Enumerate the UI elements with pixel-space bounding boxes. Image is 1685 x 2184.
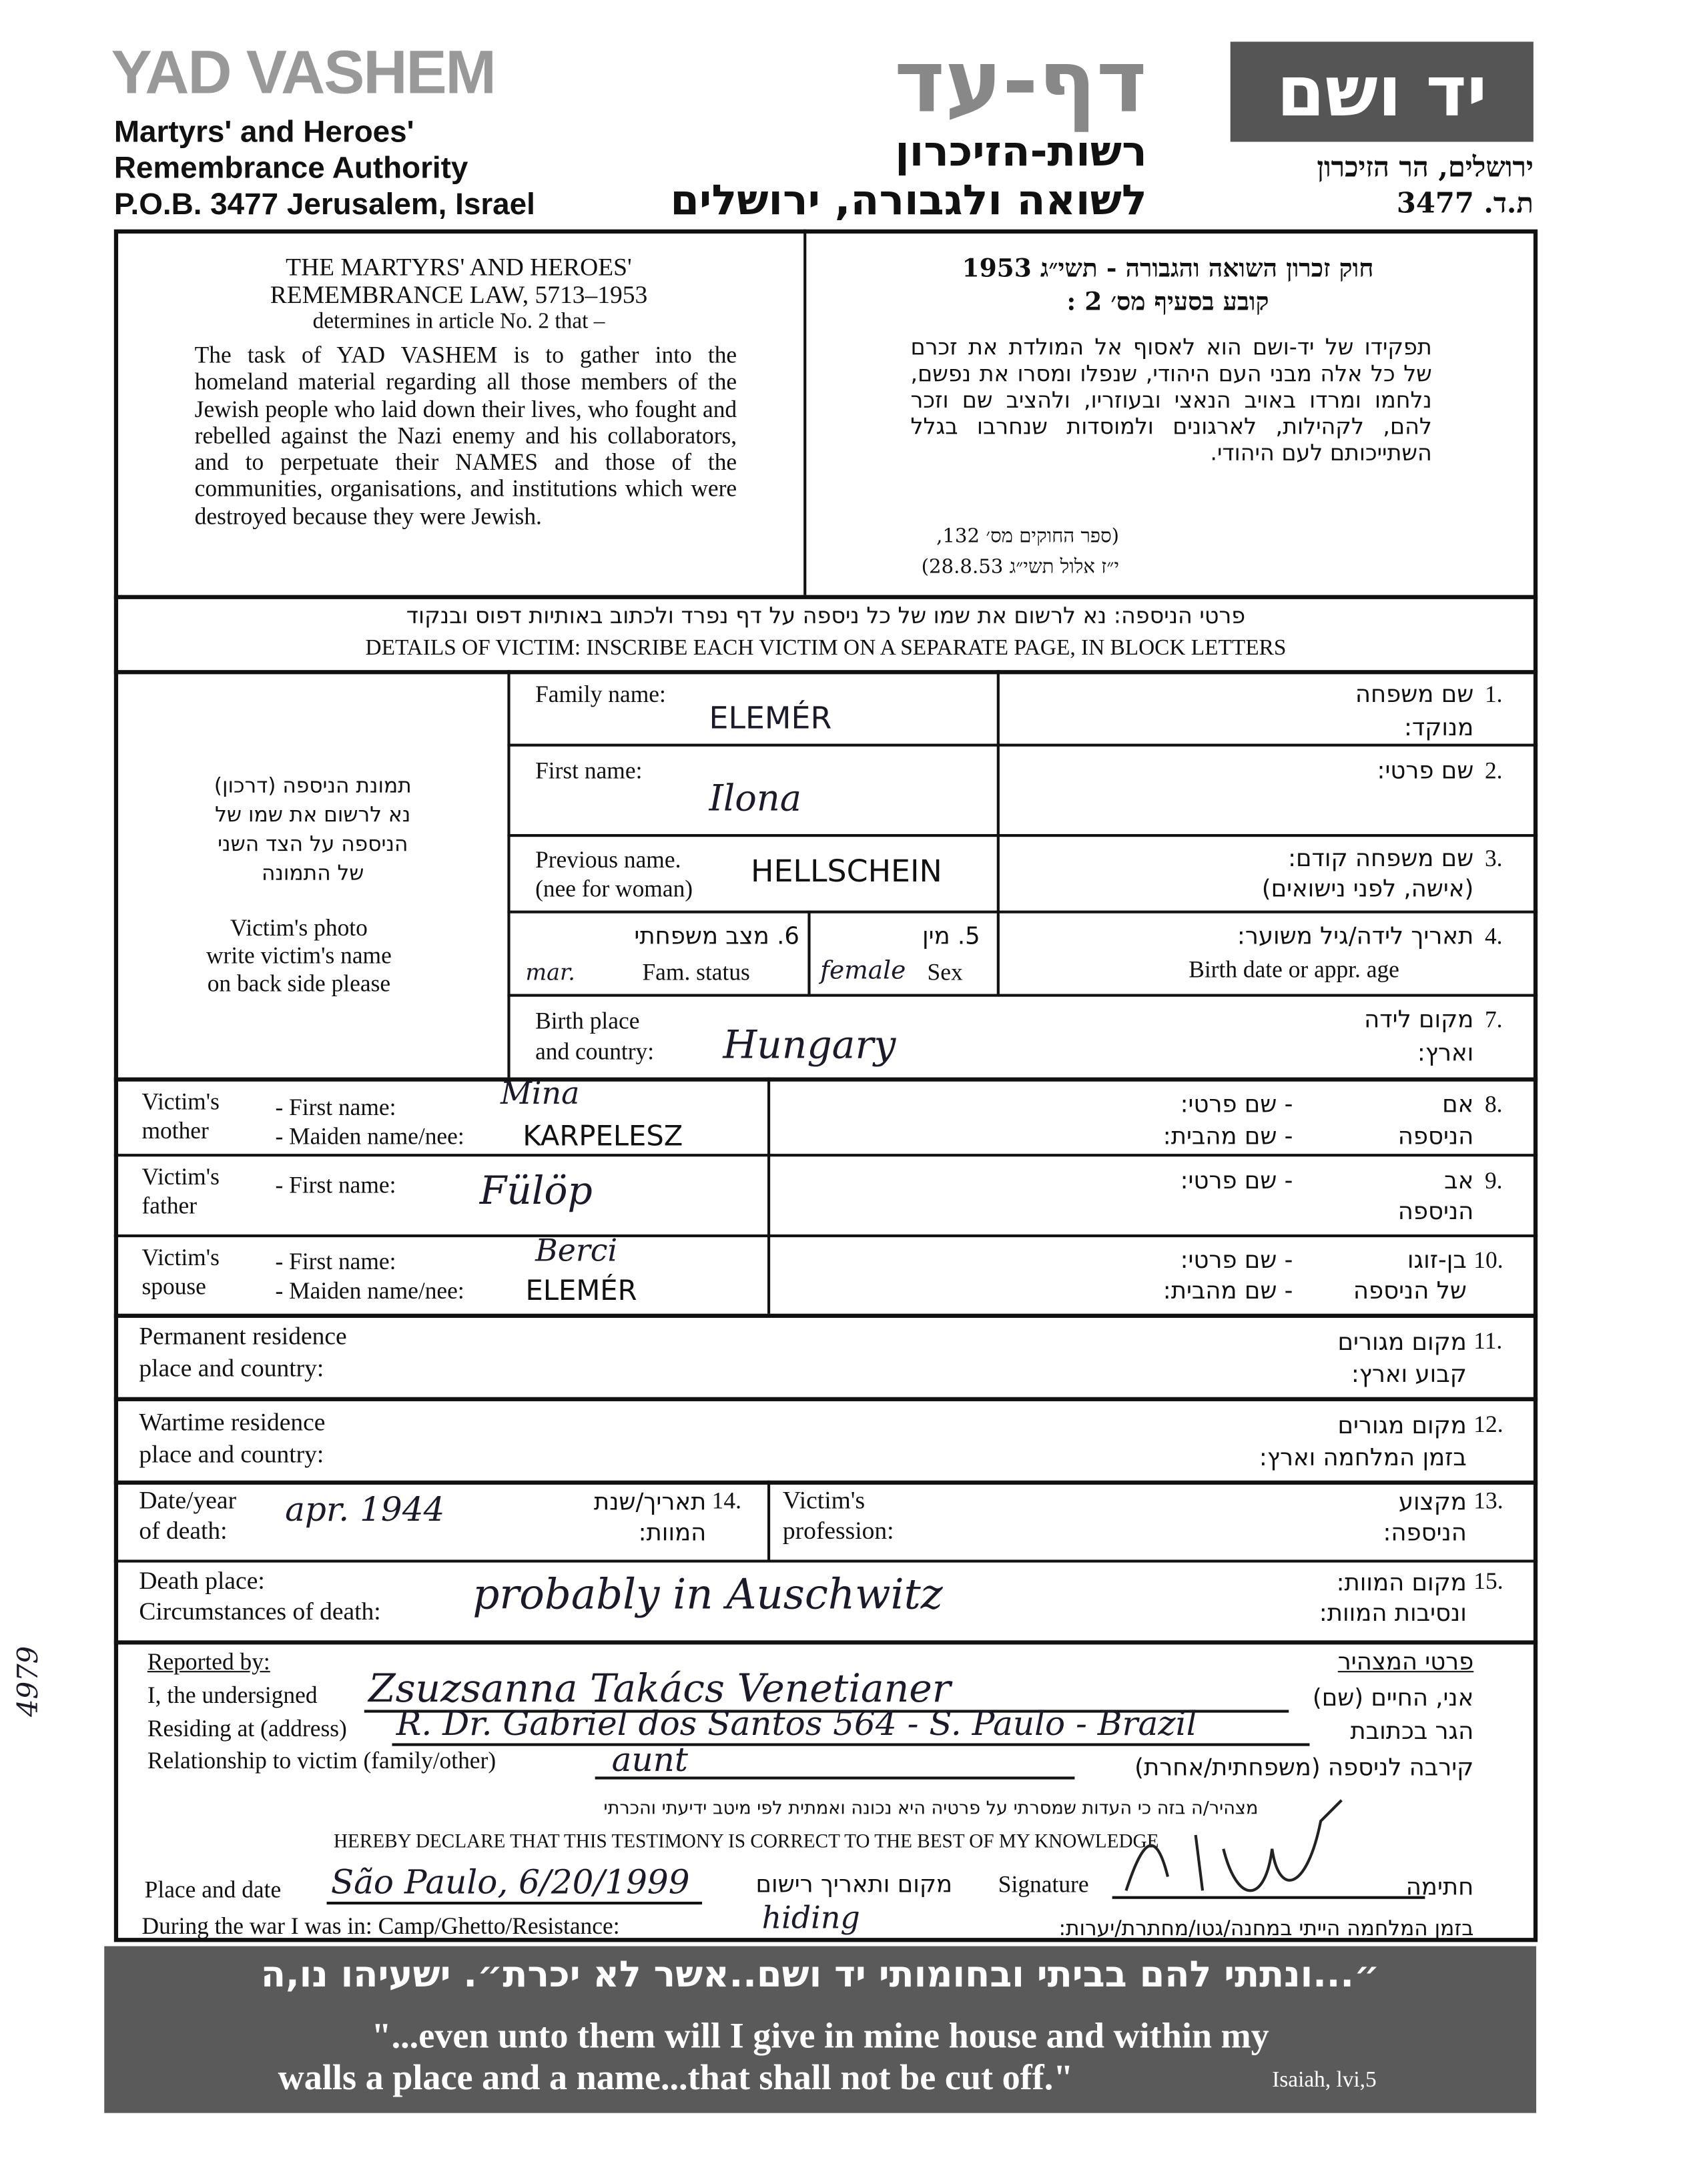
label-line: המוות: bbox=[638, 1519, 707, 1547]
spouse-first-label: - First name: bbox=[275, 1248, 396, 1275]
wartime-residence-he bbox=[1182, 1411, 1467, 1475]
photo-en-line: Victim's photo bbox=[230, 914, 368, 942]
label-line: Birth place bbox=[535, 1008, 640, 1034]
father-he: אב bbox=[1444, 1167, 1474, 1196]
reported-by-he: פרטי המצהיר bbox=[1337, 1648, 1474, 1677]
reporter-relation-he: קירבה לניספה (משפחתית/אחרת) bbox=[1134, 1754, 1474, 1782]
reported-by-label: Reported by: bbox=[147, 1648, 270, 1676]
law-title-line: THE MARTYRS' AND HEROES' bbox=[286, 253, 632, 281]
war-location-he: בזמן המלחמה הייתי במחנה/גטו/מחתרת/יערות: bbox=[1058, 1915, 1474, 1941]
label-line: Victim's bbox=[141, 1244, 220, 1271]
field-number: 11. bbox=[1473, 1327, 1503, 1355]
law-he-body: תפקידו של יד-ושם הוא לאסוף אל המולדת את זכרם של כל אלה מבני העם היהודי, שנפלו ומסרו את נפשם, נלחמו ומרדו באויב הנאצי ובעוזריו, ולהציב שם וזכר להם, לקהילות, לארגונים ולמוסדות שנחרבו בגלל השתייכותם לעם היהודי. bbox=[910, 333, 1432, 466]
birth-place-value[interactable]: Hungary bbox=[723, 1022, 896, 1068]
death-date-label bbox=[139, 1485, 236, 1546]
label-line: place and country: bbox=[139, 1354, 324, 1382]
field-number: 10. bbox=[1473, 1246, 1503, 1274]
family-name-he: שם משפחה bbox=[1355, 681, 1474, 709]
law-he-ref1: (ספר החוקים מס׳ 132, bbox=[936, 525, 1120, 548]
label-line: Victim's bbox=[141, 1088, 220, 1115]
label-line: of death: bbox=[139, 1516, 228, 1545]
declaration-en: HEREBY DECLARE THAT THIS TESTIMONY IS CORRECT TO THE BEST OF MY KNOWLEDGE bbox=[333, 1832, 1159, 1854]
fam-status-he: 6. מצב משפחתי bbox=[634, 923, 799, 951]
mother-first-he: - שם פרטי: bbox=[1180, 1091, 1293, 1120]
photo-he-line: הניספה על הצד השני bbox=[218, 831, 408, 857]
reporter-name-he: אני, החיים (שם) bbox=[1312, 1684, 1474, 1713]
label-line: מקום המוות: bbox=[1336, 1569, 1467, 1597]
first-name-label: First name: bbox=[535, 757, 643, 784]
fam-status-label: Fam. status bbox=[642, 959, 750, 986]
mother-maiden-value[interactable]: KARPELESZ bbox=[523, 1119, 683, 1153]
wartime-residence-label bbox=[139, 1407, 325, 1471]
death-place-label bbox=[139, 1565, 380, 1627]
photo-en-line: write victim's name bbox=[206, 942, 392, 970]
label-line: מקצוע bbox=[1398, 1489, 1467, 1517]
law-title-line: determines in article No. 2 that – bbox=[312, 310, 605, 334]
center-he-2: לשואה ולגבורה, ירושלים bbox=[670, 176, 1147, 226]
spouse-he: בן-זוגו bbox=[1407, 1246, 1467, 1275]
spouse-first-value[interactable]: Berci bbox=[535, 1234, 618, 1270]
death-place-he bbox=[1223, 1568, 1467, 1629]
sex-label: Sex bbox=[927, 959, 963, 986]
birth-place-he-2: וארץ: bbox=[1417, 1040, 1474, 1068]
profession-he bbox=[1251, 1487, 1467, 1549]
reporter-name-value[interactable]: Zsuzsanna Takács Venetianer bbox=[368, 1665, 951, 1712]
org-line: Martyrs' and Heroes' bbox=[113, 113, 414, 149]
field-number: 13. bbox=[1473, 1487, 1503, 1514]
previous-name-he-2: (אישה, לפני נישואים) bbox=[1261, 875, 1474, 904]
reporter-address-he: הגר בכתובת bbox=[1350, 1718, 1474, 1746]
reporter-address-value[interactable]: R. Dr. Gabriel dos Santos 564 - S. Paulo - Brazil bbox=[396, 1704, 1197, 1744]
law-he-title bbox=[820, 253, 1515, 320]
isaiah-banner bbox=[104, 1946, 1536, 2113]
banner-ref: Isaiah, lvi,5 bbox=[1272, 2068, 1377, 2093]
label-line: בזמן המלחמה וארץ: bbox=[1259, 1444, 1467, 1473]
label-line: spouse bbox=[141, 1273, 206, 1300]
label-line: Date/year bbox=[139, 1486, 237, 1514]
mother-he: אם bbox=[1442, 1091, 1474, 1120]
label-line: mother bbox=[141, 1117, 209, 1144]
spouse-maiden-label: - Maiden name/nee: bbox=[275, 1277, 464, 1305]
death-date-he bbox=[542, 1487, 706, 1549]
margin-number: 4979 bbox=[11, 1646, 45, 1717]
law-title-line: REMEMBRANCE LAW, 5713–1953 bbox=[270, 280, 648, 309]
spouse-maiden-value[interactable]: ELEMÉR bbox=[525, 1273, 637, 1307]
mother-first-label: - First name: bbox=[275, 1094, 396, 1121]
form-title-he: דף-עד bbox=[894, 30, 1147, 132]
place-date-value[interactable]: São Paulo, 6/20/1999 bbox=[330, 1862, 690, 1902]
label-line: father bbox=[141, 1192, 198, 1220]
law-title-line: קובע בסעיף מס׳ 2 : bbox=[1066, 288, 1269, 317]
previous-name-he: שם משפחה קודם: bbox=[1288, 845, 1474, 873]
father-first-label: - First name: bbox=[275, 1172, 396, 1198]
label-line: מקום מגורים bbox=[1337, 1329, 1467, 1357]
fam-status-value[interactable]: mar. bbox=[525, 959, 575, 986]
banner-en-1: "...even unto them will I give in mine house and within my bbox=[371, 2015, 1269, 2057]
org-line: P.O.B. 3477 Jerusalem, Israel bbox=[113, 186, 535, 222]
label-line: and country: bbox=[535, 1038, 655, 1065]
previous-name-value[interactable]: HELLSCHEIN bbox=[750, 855, 942, 890]
label-line: profession: bbox=[782, 1516, 894, 1545]
field-number: 15. bbox=[1473, 1567, 1503, 1595]
details-he: פרטי הניספה: נא לרשום את שמו של כל ניספה על דף נפרד ולכתוב באותיות דפוס ובנקוד bbox=[406, 602, 1246, 629]
birth-place-label bbox=[535, 1006, 654, 1068]
reporter-relation-value[interactable]: aunt bbox=[611, 1740, 688, 1780]
field-number: 3. bbox=[1484, 845, 1503, 872]
signature-label: Signature bbox=[998, 1871, 1089, 1898]
first-name-value[interactable]: Ilona bbox=[709, 778, 802, 821]
first-name-he: שם פרטי: bbox=[1377, 757, 1474, 786]
permanent-residence-label bbox=[139, 1321, 346, 1385]
field-number: 14. bbox=[711, 1487, 741, 1514]
profession-label bbox=[783, 1485, 894, 1546]
birth-date-label: Birth date or appr. age bbox=[1189, 956, 1399, 983]
reporter-name-label: I, the undersigned bbox=[147, 1682, 318, 1709]
field-number: 12. bbox=[1473, 1411, 1503, 1438]
right-he-2: ת.ד. 3477 bbox=[1396, 186, 1534, 220]
label-line: קבוע וארץ: bbox=[1351, 1361, 1467, 1389]
permanent-residence-he bbox=[1182, 1328, 1467, 1392]
label-line: תאריך/שנת bbox=[593, 1489, 707, 1517]
father-first-value[interactable]: Fülöp bbox=[479, 1167, 593, 1214]
place-date-he: מקום ותאריך רישום bbox=[755, 1871, 953, 1899]
spouse-maiden-he: - שם מהבית: bbox=[1162, 1277, 1293, 1306]
label-line: (nee for woman) bbox=[535, 875, 693, 903]
photo-he-line: נא לרשום את שמו של bbox=[215, 802, 411, 827]
label-line: Victim's bbox=[141, 1163, 220, 1190]
org-name: YAD VASHEM bbox=[111, 39, 495, 107]
reporter-relation-label: Relationship to victim (family/other) bbox=[147, 1747, 496, 1774]
mother-maiden-he: - שם מהבית: bbox=[1162, 1123, 1293, 1151]
father-first-he: - שם פרטי: bbox=[1180, 1167, 1293, 1196]
label-line: Previous name. bbox=[535, 846, 681, 873]
war-location-label: During the war I was in: Camp/Ghetto/Resistance: bbox=[141, 1912, 620, 1940]
death-place-value[interactable]: probably in Auschwitz bbox=[472, 1571, 943, 1620]
label-line: Victim's bbox=[782, 1486, 866, 1514]
father-he-2: הניספה bbox=[1397, 1198, 1474, 1226]
photo-he-line: תמונת הניספה (דרכון) bbox=[214, 773, 412, 798]
photo-instructions-he bbox=[132, 771, 494, 888]
mother-he-2: הניספה bbox=[1397, 1123, 1474, 1151]
father-label bbox=[141, 1162, 219, 1220]
center-he-1: רשות-הזיכרון bbox=[895, 127, 1147, 177]
previous-name-label bbox=[535, 845, 693, 903]
sex-value[interactable]: female bbox=[820, 956, 906, 986]
photo-instructions-en bbox=[118, 915, 480, 998]
field-number: 8. bbox=[1484, 1091, 1503, 1118]
label-line: Circumstances of death: bbox=[139, 1597, 381, 1625]
field-number: 2. bbox=[1484, 757, 1503, 784]
label-line: place and country: bbox=[139, 1440, 324, 1468]
mother-first-value[interactable]: Mina bbox=[500, 1077, 580, 1112]
label-line: ונסיבות המוות: bbox=[1319, 1599, 1467, 1628]
family-name-value[interactable]: ELEMÉR bbox=[709, 702, 832, 737]
place-date-label: Place and date bbox=[144, 1876, 282, 1904]
label-line: Wartime residence bbox=[139, 1408, 326, 1437]
mother-maiden-label: - Maiden name/nee: bbox=[275, 1123, 464, 1150]
yad-vashem-logo: יד ושם bbox=[1231, 41, 1534, 141]
label-line: Permanent residence bbox=[139, 1322, 347, 1350]
signature-mark[interactable] bbox=[1112, 1793, 1363, 1904]
law-title-line: חוק זכרון השואה והגבורה - תשי״ג 1953 bbox=[962, 254, 1374, 284]
label-line: מקום מגורים bbox=[1337, 1412, 1467, 1441]
org-address bbox=[114, 114, 535, 222]
war-location-value[interactable]: hiding bbox=[761, 1901, 860, 1937]
family-name-he-2: מנוקד: bbox=[1404, 714, 1474, 743]
law-en-title bbox=[139, 253, 778, 336]
org-line: Remembrance Authority bbox=[113, 149, 468, 186]
field-number: 7. bbox=[1484, 1006, 1503, 1033]
mother-label bbox=[141, 1087, 219, 1145]
spouse-label bbox=[141, 1242, 219, 1301]
death-date-value[interactable]: apr. 1944 bbox=[285, 1490, 445, 1529]
banner-en-2: walls a place and a name...that shall not be cut off." bbox=[278, 2057, 1074, 2098]
photo-en-line: on back side please bbox=[207, 970, 391, 997]
reporter-address-label: Residing at (address) bbox=[147, 1715, 347, 1742]
spouse-he-2: של הניספה bbox=[1353, 1277, 1467, 1306]
right-he-1: ירושלים, הר הזיכרון bbox=[1317, 149, 1534, 184]
law-en-body: The task of YAD VASHEM is to gather into the homeland material regarding all those members of the Jewish people who laid down their lives, who fought and rebelled against the Nazi enemy and his collaborators, and to perpetuate their NAMES and those of the communities, organisations, and institutions which were destroyed because they were Jewish. bbox=[194, 342, 737, 530]
label-line: Death place: bbox=[139, 1566, 265, 1595]
label-line: הניספה: bbox=[1383, 1519, 1467, 1547]
signature-he: חתימה bbox=[1405, 1874, 1474, 1902]
birth-place-he: מקום לידה bbox=[1364, 1006, 1474, 1034]
declaration-he: מצהיר/ה בזה כי העדות שמסרתי על פרטיה היא נכונה ואמתית לפי מיטב ידיעתי והכרתי bbox=[603, 1798, 1259, 1820]
family-name-label: Family name: bbox=[535, 681, 666, 708]
field-number: 9. bbox=[1484, 1167, 1503, 1194]
sex-he: 5. מין bbox=[922, 923, 980, 951]
field-number: 4. bbox=[1484, 923, 1503, 950]
law-he-ref2: י״ז אלול תשי״ג 28.8.53) bbox=[921, 556, 1120, 579]
birth-date-he: תאריך לידה/גיל משוער: bbox=[1237, 923, 1474, 951]
field-number: 1. bbox=[1484, 681, 1503, 708]
banner-he: ״...ונתתי להם בביתי ובחומותי יד ושם..אשר לא יכרת״. ישעיהו נו,ה bbox=[260, 1954, 1380, 1996]
details-en: DETAILS OF VICTIM: INSCRIBE EACH VICTIM ON A SEPARATE PAGE, IN BLOCK LETTERS bbox=[365, 637, 1287, 661]
photo-he-line: של התמונה bbox=[261, 860, 364, 886]
spouse-first-he: - שם פרטי: bbox=[1180, 1246, 1293, 1275]
